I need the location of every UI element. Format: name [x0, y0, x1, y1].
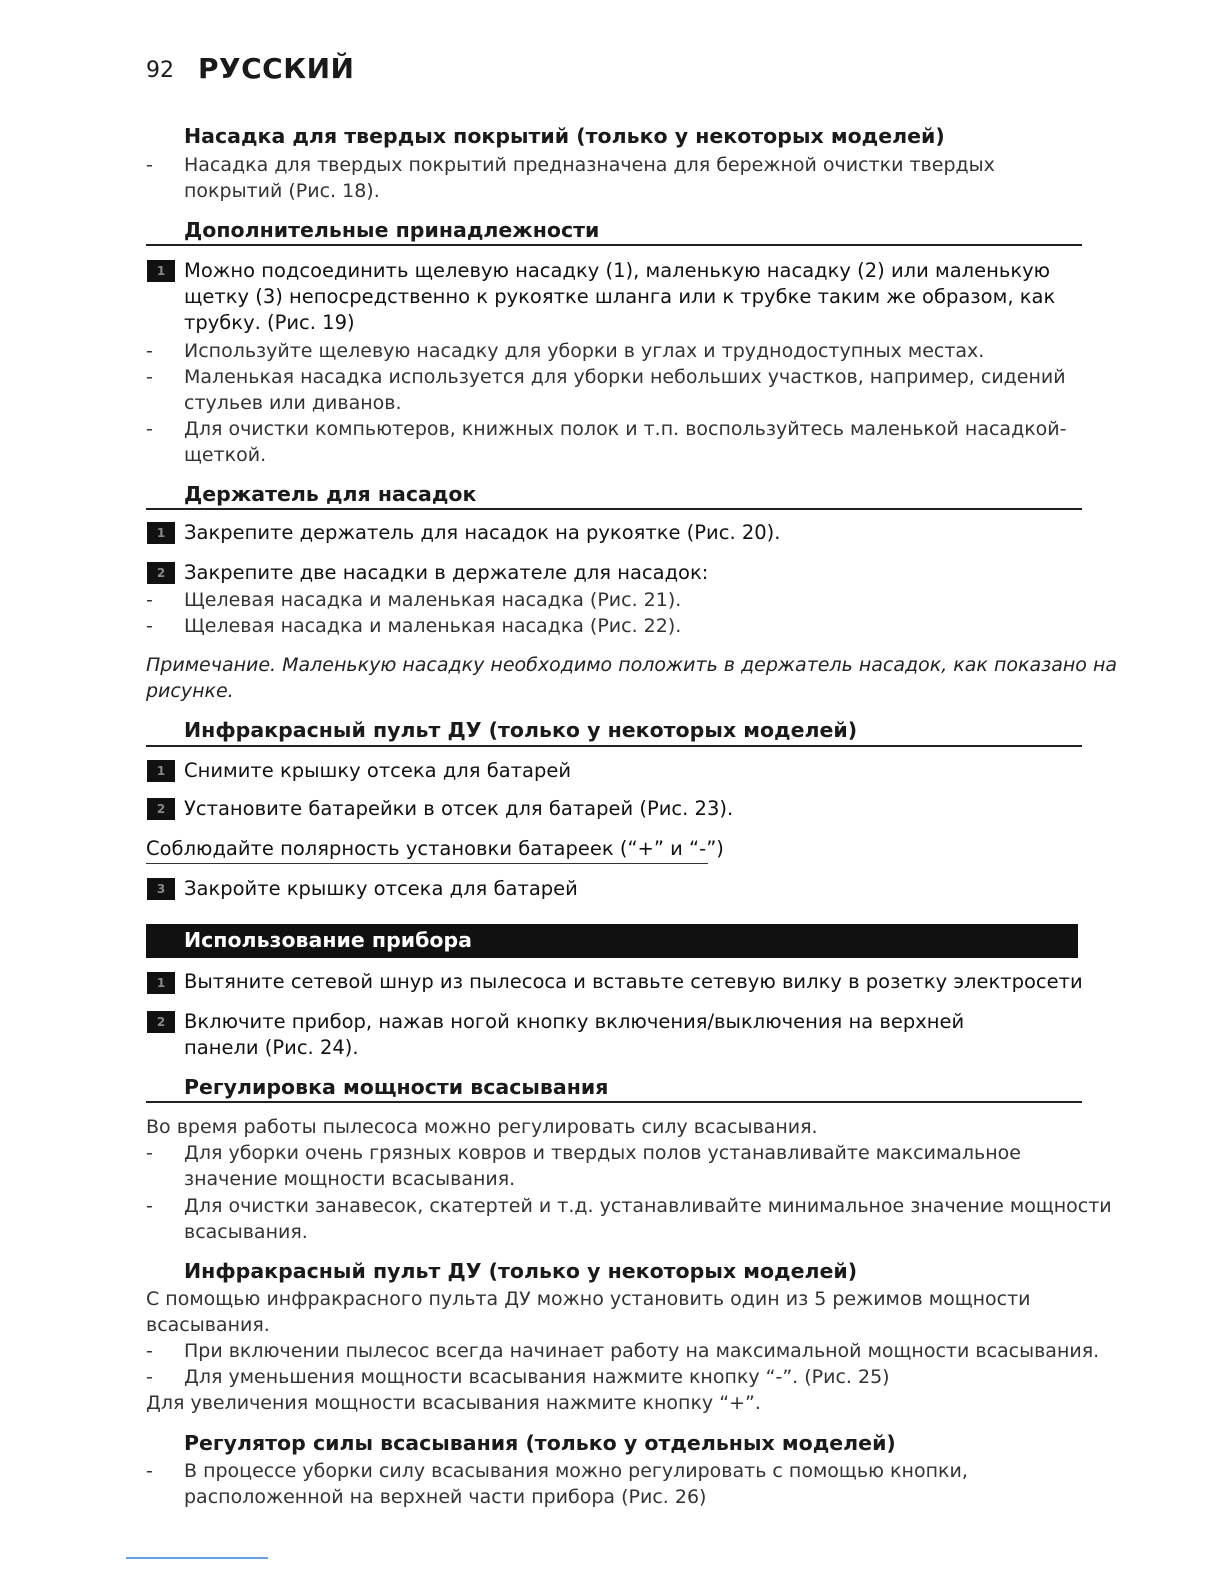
- text-line: Для увеличения мощности всасывания нажмите кнопку “+”.: [146, 1392, 761, 1414]
- section-title-remote-2: Инфракрасный пульт ДУ (только у некоторых моделей): [184, 1259, 858, 1283]
- step-text: Закрепите держатель для насадок на рукоятке (Рис. 20).: [184, 521, 781, 544]
- text-line: Для очистки занавесок, скатертей и т.д. устанавливайте минимальное значение мощности: [184, 1195, 1112, 1217]
- chapter-title-bar: [146, 924, 1078, 958]
- step-text: щетку (3) непосредственно к рукоятке шланга или к трубке таким же образом, как: [184, 285, 1056, 308]
- text-line: Во время работы пылесоса можно регулировать силу всасывания.: [146, 1116, 818, 1138]
- step-text: Закройте крышку отсека для батарей: [184, 877, 578, 900]
- bullet-dash: -: [146, 1340, 153, 1362]
- step-number-badge: 2: [147, 798, 175, 820]
- step-text: панели (Рис. 24).: [184, 1036, 359, 1059]
- bullet-dash: -: [146, 340, 153, 362]
- text-line: При включении пылесос всегда начинает работу на максимальной мощности всасывания.: [184, 1340, 1100, 1362]
- text-line: всасывания.: [184, 1221, 308, 1243]
- text-line: Насадка для твердых покрытий предназначена для бережной очистки твердых: [184, 154, 995, 176]
- polarity-underline: [146, 863, 708, 864]
- step-number-badge: 1: [147, 760, 175, 782]
- section-divider: [146, 508, 1082, 510]
- bullet-dash: -: [146, 589, 153, 611]
- step-text: Снимите крышку отсека для батарей: [184, 759, 572, 782]
- page-language-title: РУССКИЙ: [198, 52, 355, 85]
- text-line: расположенной на верхней части прибора (Рис. 26): [184, 1486, 707, 1508]
- bullet-dash: -: [146, 615, 153, 637]
- section-title-holder: Держатель для насадок: [184, 482, 477, 506]
- bullet-dash: -: [146, 366, 153, 388]
- text-line: Щелевая насадка и маленькая насадка (Рис. 22).: [184, 615, 682, 637]
- bullet-dash: -: [146, 1366, 153, 1388]
- text-line: стульев или диванов.: [184, 392, 402, 414]
- text-line: С помощью инфракрасного пульта ДУ можно установить один из 5 режимов мощности: [146, 1288, 1031, 1310]
- step-number-badge: 1: [147, 972, 175, 994]
- text-line: Используйте щелевую насадку для уборки в углах и труднодоступных местах.: [184, 340, 985, 362]
- text-line: значение мощности всасывания.: [184, 1168, 516, 1190]
- bullet-dash: -: [146, 418, 153, 440]
- text-line: Для очистки компьютеров, книжных полок и т.п. воспользуйтесь маленькой насадкой-: [184, 418, 1067, 440]
- bullet-dash: -: [146, 154, 153, 176]
- bullet-dash: -: [146, 1460, 153, 1482]
- text-line: Маленькая насадка используется для уборки небольших участков, например, сидений: [184, 366, 1066, 388]
- step-text: Вытяните сетевой шнур из пылесоса и вставьте сетевую вилку в розетку электросети: [184, 970, 1083, 993]
- note-text: рисунке.: [146, 680, 234, 702]
- section-title-power: Регулировка мощности всасывания: [184, 1075, 609, 1099]
- text-line: Для уборки очень грязных ковров и твердых полов устанавливайте максимальное: [184, 1142, 1021, 1164]
- step-text: Включите прибор, нажав ногой кнопку включения/выключения на верхней: [184, 1010, 965, 1033]
- section-divider: [146, 1101, 1082, 1103]
- note-text: Примечание. Маленькую насадку необходимо положить в держатель насадок, как показано на: [146, 654, 1118, 676]
- step-text: Можно подсоединить щелевую насадку (1), маленькую насадку (2) или маленькую: [184, 259, 1051, 282]
- section-title-remote: Инфракрасный пульт ДУ (только у некоторых моделей): [184, 718, 858, 742]
- footer-line: [126, 1557, 268, 1559]
- polarity-text: Соблюдайте полярность установки батареек (“+” и “-”): [146, 837, 724, 860]
- text-line: всасывания.: [146, 1314, 270, 1336]
- step-number-badge: 1: [147, 522, 175, 544]
- step-text: Установите батарейки в отсек для батарей (Рис. 23).: [184, 797, 734, 820]
- bullet-dash: -: [146, 1195, 153, 1217]
- chapter-title: Использование прибора: [184, 928, 473, 952]
- step-number-badge: 2: [147, 562, 175, 584]
- page-number: 92: [146, 58, 174, 83]
- section-title-regulator: Регулятор силы всасывания (только у отдельных моделей): [184, 1431, 896, 1455]
- step-text: Закрепите две насадки в держателе для насадок:: [184, 561, 709, 584]
- text-line: щеткой.: [184, 444, 267, 466]
- step-number-badge: 3: [147, 878, 175, 900]
- section-divider: [146, 244, 1082, 246]
- section-title-accessories: Дополнительные принадлежности: [184, 218, 600, 242]
- text-line: Щелевая насадка и маленькая насадка (Рис. 21).: [184, 589, 682, 611]
- step-text: трубку. (Рис. 19): [184, 311, 355, 334]
- bullet-dash: -: [146, 1142, 153, 1164]
- step-number-badge: 1: [147, 260, 175, 282]
- text-line: Для уменьшения мощности всасывания нажмите кнопку “-”. (Рис. 25): [184, 1366, 890, 1388]
- step-number-badge: 2: [147, 1011, 175, 1033]
- text-line: покрытий (Рис. 18).: [184, 180, 380, 202]
- section-title-hard-floor: Насадка для твердых покрытий (только у некоторых моделей): [184, 124, 945, 148]
- text-line: В процессе уборки силу всасывания можно регулировать с помощью кнопки,: [184, 1460, 968, 1482]
- section-divider: [146, 745, 1082, 747]
